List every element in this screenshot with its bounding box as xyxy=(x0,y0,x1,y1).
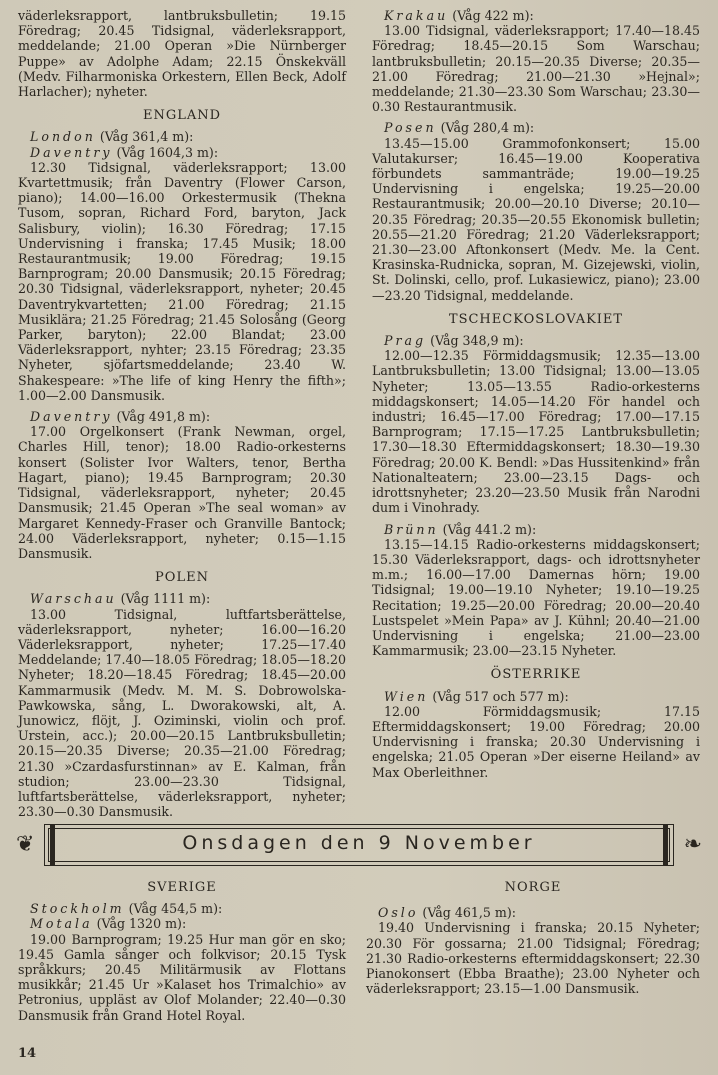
country-heading-tjeckoslovakiet: TSCHECKOSLOVAKIET xyxy=(448,311,624,327)
program-text: 12.00—12.35 Förmiddagsmusik; 12.35—13.00 Lantbruksbulletin; 13.00 Tidsignal; 13.00—13.05 Nyheter; 13.05—13.55 Radio-orkesterns middagskonsert; 14.05—14.20 För handel och industri; 16.45—17.00 Föredrag; 17.00—17.15 Barnprogram; 17.15—17.25 Lantbruksbulletin; 17.30—18.30 Eftermiddagskonsert; 18.30—19.30 Föredrag; 20.00 K. Bendl: »Das Hussitenkind» från Nationalteatern; 23.00—23.15 Dags- och idrottsnyheter; 23.20—23.50 Musik från Narodni dum i Vinohrady. xyxy=(372,348,700,516)
station-wave: (Våg 517 och 577 m): xyxy=(432,688,569,704)
program-text: 17.00 Orgelkonsert (Frank Newman, orgel, Charles Hill, tenor); 18.00 Radio-orkesterns konsert (Solister Ivor Walters, tenor, Bertha Hagart, piano); 19.45 Barnprogram; 20.30 Tidsignal, väderleksrapport, nyheter; 20.45 Dansmusik; 21.45 Operan »The seal woman» av Margaret Kennedy-Fraser och Granville Bantock; 24.00 Väderleksrapport, nyheter; 0.15—1.15 Dansmusik. xyxy=(18,424,346,561)
program-text: 19.00 Barnprogram; 19.25 Hur man gör en sko; 19.45 Gamla sånger och folkvisor; 20.15 Tysk språkkurs; 20.45 Militärmusik av Flottans musikkår; 21.45 Ur »Kalaset hos Trimalchio» av Petronius, uppläst av Olof Molander; 22.40—0.30 Dansmusik från Grand Hotel Royal. xyxy=(18,931,346,1023)
station-wave: (Våg 348,9 m): xyxy=(430,333,524,349)
station-london xyxy=(18,129,346,144)
station-prag xyxy=(372,333,700,348)
station-wave: (Våg 1111 m): xyxy=(120,591,211,607)
program-text: 13.45—15.00 Grammofonkonsert; 15.00 Valutakurser; 16.45—19.00 Kooperativa förbundets sammanträde; 19.00—19.25 Undervisning i engelska; 19.25—20.00 Restaurantmusik; 20.00—20.10 Diverse; 20.10—20.35 Föredrag; 20.35—20.55 Ekonomisk bulletin; 20.55—21.20 Föredrag; 21.20 Väderleksrapport; 21.30—23.00 Aftonkonsert (Medv. Me. la Cent. Krasinska-Rudnicka, sopran, M. Gizejewski, violin, St. Dolinski, cello, prof. Lukasiewicz, piano); 23.00—23.20 Tidsignal, meddelande. xyxy=(372,135,700,303)
station-wave: (Våg 422 m): xyxy=(452,8,534,23)
station-daventry-2 xyxy=(18,409,346,424)
station-name: Motala xyxy=(30,916,93,932)
station-wave: (Våg 361,4 m): xyxy=(99,129,194,145)
program-text: 12.30 Tidsignal, väderleksrapport; 13.00 Kvartettmusik; från Daventry (Flower Carson, piano); 14.00—16.00 Orkestermusik (Thekna Tusom, sopran, Richard Ford, baryton, Jack Salisbury, violin); 16.30 Föredrag; 17.15 Undervisning i franska; 17.45 Musik; 18.00 Restaurantmusik; 19.00 Föredrag; 19.15 Barnprogram; 20.00 Dansmusik; 20.15 Föredrag; 20.30 Tidsignal, väderleksrapport, nyheter; 20.45 Daventrykvartetten; 21.00 Föredrag; 21.15 Musiklära; 21.25 Föredrag; 21.45 Solosång (Georg Parker, baryton); 22.00 Blandat; 23.00 Väderleksrapport, nyhter; 23.15 Föredrag; 23.35 Nyheter, sjöfartsmeddelande; 23.40 W. Shakespeare: »The life of king Henry the fifth»; 1.00—2.00 Dansmusik. xyxy=(18,159,346,403)
station-name: Oslo xyxy=(378,905,419,921)
ornament-right-icon: ❧ xyxy=(683,832,702,857)
country-heading-norge: NORGE xyxy=(504,880,562,895)
day-title: Onsdagen den 9 November xyxy=(182,832,536,854)
station-motala xyxy=(18,916,346,931)
station-wave: (Våg 454,5 m): xyxy=(128,901,223,917)
station-wave: (Våg 441.2 m): xyxy=(442,521,537,537)
station-name: Wien xyxy=(384,688,429,704)
station-wave: (Våg 280,4 m): xyxy=(440,120,535,136)
station-name: Posen xyxy=(384,120,437,136)
station-name: Brünn xyxy=(384,521,439,537)
station-krakau xyxy=(372,8,700,23)
station-wien xyxy=(372,689,700,704)
country-heading-osterrike: ÖSTERRIKE xyxy=(490,667,582,683)
ornament-left-icon: ❦ xyxy=(16,832,35,857)
program-text: 13.00 Tidsignal, väderleksrapport; 17.40—18.45 Föredrag; 18.45—20.15 Som Warschau; lantbruksbulletin; 20.15—20.35 Diverse; 20.35—21.00 Föredrag; 21.00—21.30 »Hejnal»; meddelande; 21.30—23.30 Som Warschau; 23.30—0.30 Restaurantmusik. xyxy=(372,23,700,115)
continued-program-text: väderleksrapport, lantbruksbulletin; 19.15 Föredrag; 20.45 Tidsignal, väderleksrapport, meddelande; 21.00 Operan »Die Nürnberger Puppe» av Adolphe Adam; 22.15 Önskekväll (Medv. Filharmoniska Orkestern, Ellen Beck, Adolf Harlacher); nyheter. xyxy=(18,8,346,100)
station-name: Stockholm xyxy=(30,901,125,917)
station-wave: (Våg 461,5 m): xyxy=(422,905,517,921)
station-name: Warschau xyxy=(30,591,117,607)
station-oslo xyxy=(366,905,700,920)
station-name: Krakau xyxy=(384,8,449,23)
program-text: 19.40 Undervisning i franska; 20.15 Nyheter; 20.30 För gossarna; 21.00 Tidsignal; Föredrag; 21.30 Radio-orkesterns eftermiddagskonsert; 22.30 Pianokonsert (Ebba Braathe); 23.00 Nyheter och väderleksrapport; 23.15—1.00 Dansmusik. xyxy=(366,920,700,997)
station-name: Daventry xyxy=(30,409,113,425)
station-brunn xyxy=(372,522,700,537)
station-posen xyxy=(372,120,700,135)
station-daventry-1 xyxy=(18,145,346,160)
right-column xyxy=(372,8,700,780)
left-column xyxy=(18,8,346,819)
station-wave: (Våg 1604,3 m): xyxy=(116,144,219,160)
country-heading-sverige: SVERIGE xyxy=(147,880,217,895)
station-wave: (Våg 491,8 m): xyxy=(116,409,211,425)
station-wave: (Våg 1320 m): xyxy=(96,916,187,932)
program-text: 13.15—14.15 Radio-orkesterns middagskonsert; 15.30 Väderleksrapport, dags- och idrottsnyheter m.m.; 16.00—17.00 Damernas hörn; 19.00 Tidsignal; 19.00—19.10 Nyheter; 19.10—19.25 Recitation; 19.25—20.00 Föredrag; 20.00—20.40 Lustspelet »Mein Papa» av J. Kühnl; 20.40—21.00 Undervisning i engelska; 21.00—23.00 Kammarmusik; 23.00—23.15 Nyheter. xyxy=(372,536,700,659)
bottom-right-column xyxy=(366,880,700,996)
country-heading-england: ENGLAND xyxy=(142,108,222,124)
bottom-left-column xyxy=(18,880,346,1023)
station-stockholm xyxy=(18,901,346,916)
station-name: Daventry xyxy=(30,144,113,160)
program-text: 12.00 Förmiddagsmusik; 17.15 Eftermiddagskonsert; 19.00 Föredrag; 20.00 Undervisning i franska; 20.30 Undervisning i engelska; 21.05 Operan »Der eiserne Heiland» av Max Oberleithner. xyxy=(372,703,700,780)
station-warschau xyxy=(18,591,346,606)
page-number: 14 xyxy=(18,1046,37,1061)
country-heading-polen: POLEN xyxy=(155,570,209,586)
program-text: 13.00 Tidsignal, luftfartsberättelse, väderleksrapport, nyheter; 16.00—16.20 Väderleksrapport, nyheter; 17.25—17.40 Meddelande; 17.40—18.05 Föredrag; 18.05—18.20 Nyheter; 18.20—18.45 Föredrag; 18.45—20.00 Kammarmusik (Medv. M. M. S. Dobrowolska-Pawkowska, sång, L. Dworakowski, alt, A. Junowicz, flöjt, J. Oziminski, violin och prof. Urstein, acc.); 20.00—20.15 Lantbruksbulletin; 20.15—20.35 Diverse; 20.35—21.00 Föredrag; 21.30 »Czardasfurstinnan» av E. Kalman, från studion; 23.00—23.30 Tidsignal, luftfartsberättelse, väderleksrapport, nyheter; 23.30—0.30 Dansmusik. xyxy=(18,606,346,820)
day-banner xyxy=(14,820,704,870)
station-name: Prag xyxy=(384,333,427,349)
station-name: London xyxy=(30,129,96,145)
